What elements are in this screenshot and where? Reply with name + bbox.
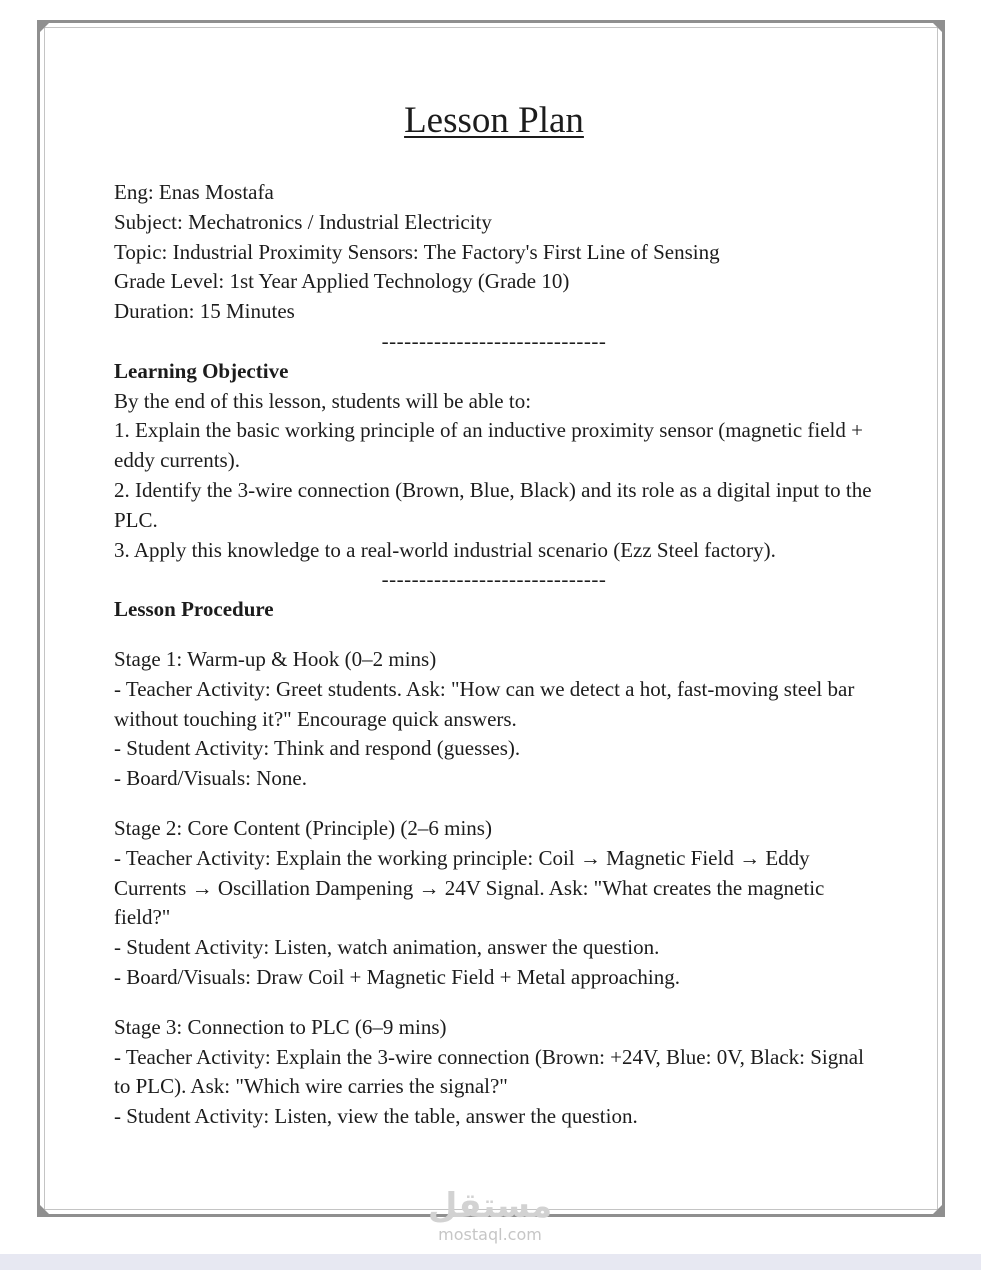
- objective-item: 3. Apply this knowledge to a real-world industrial scenario (Ezz Steel factory).: [114, 537, 776, 562]
- grade-level-line: Grade Level: 1st Year Applied Technology (Grade 10): [114, 269, 570, 294]
- stage-title: Stage 2: Core Content (Principle) (2–6 mins): [114, 815, 492, 840]
- stage-line: - Student Activity: Listen, watch animation, answer the question.: [114, 935, 660, 960]
- duration-line: Duration: 15 Minutes: [114, 299, 295, 324]
- watermark-url: mostaql.com: [438, 1225, 542, 1244]
- border-corner-bottom-right: [933, 1205, 942, 1214]
- section-divider: ------------------------------: [381, 567, 607, 592]
- stage-line: - Board/Visuals: None.: [114, 766, 307, 791]
- stage-block: [114, 1013, 874, 1132]
- stage-line: - Student Activity: Listen, view the table, answer the question.: [114, 1104, 638, 1129]
- lesson-procedure-section: [114, 595, 874, 1132]
- stage-line: - Teacher Activity: Greet students. Ask: "How can we detect a hot, fast-moving steel bar without touching it?" Encourage quick answers.: [114, 676, 855, 731]
- document-title: Lesson Plan: [404, 100, 584, 141]
- mostaql-watermark: [420, 1186, 560, 1244]
- viewer-bottom-band: [0, 1254, 981, 1270]
- watermark-logo: مستقل: [427, 1186, 553, 1226]
- topic-line: Topic: Industrial Proximity Sensors: The Factory's First Line of Sensing: [114, 239, 720, 264]
- stage-title: Stage 3: Connection to PLC (6–9 mins): [114, 1014, 447, 1039]
- stage-block: [114, 814, 874, 993]
- learning-objective-heading: Learning Objective: [114, 358, 289, 383]
- learning-objective-section: [114, 357, 874, 566]
- stage-line: - Teacher Activity: Explain the 3-wire connection (Brown: +24V, Blue: 0V, Black: Signal to PLC). Ask: "Which wire carries the signal?": [114, 1044, 864, 1099]
- border-corner-bottom-left: [40, 1205, 49, 1214]
- stage-title: Stage 1: Warm-up & Hook (0–2 mins): [114, 646, 437, 671]
- subject-line: Subject: Mechatronics / Industrial Electricity: [114, 209, 492, 234]
- lesson-procedure-heading: Lesson Procedure: [114, 597, 274, 622]
- border-corner-top-left: [40, 23, 49, 32]
- objective-intro: By the end of this lesson, students will be able to:: [114, 388, 532, 413]
- section-divider: ------------------------------: [381, 328, 607, 353]
- objective-item: 1. Explain the basic working principle of an inductive proximity sensor (magnetic field + eddy currents).: [114, 418, 863, 473]
- stage-line: - Teacher Activity: Explain the working principle: Coil → Magnetic Field → Eddy Currents → Oscillation Dampening → 24V Signal. Ask: "What creates the magnetic field?": [114, 845, 825, 930]
- border-corner-top-right: [933, 23, 942, 32]
- header-info: [114, 178, 874, 327]
- objective-item: 2. Identify the 3-wire connection (Brown, Blue, Black) and its role as a digital input to the PLC.: [114, 477, 872, 532]
- author-line: Eng: Enas Mostafa: [114, 180, 274, 204]
- stage-block: [114, 645, 874, 794]
- document-content: [114, 96, 874, 1132]
- stage-line: - Board/Visuals: Draw Coil + Magnetic Field + Metal approaching.: [114, 964, 680, 989]
- stage-line: - Student Activity: Think and respond (guesses).: [114, 736, 521, 761]
